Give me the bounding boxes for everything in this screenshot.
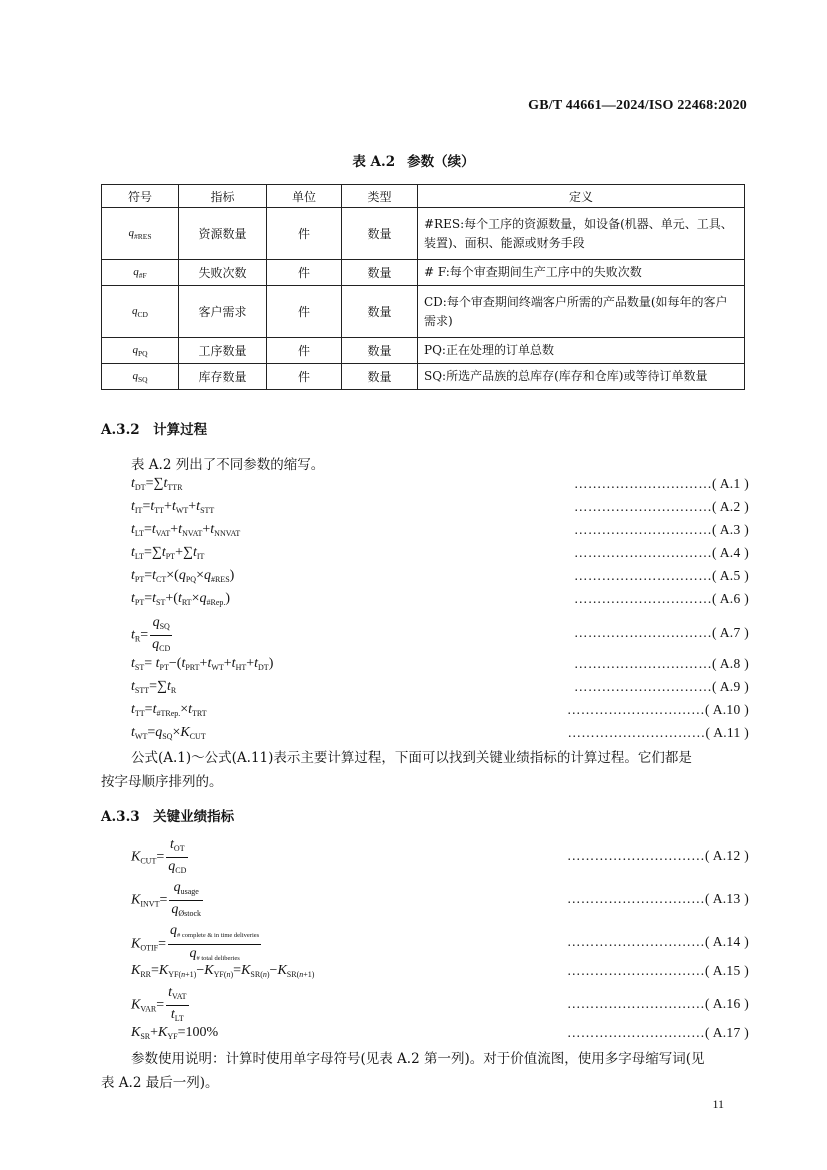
table-row (102, 338, 745, 364)
equation-a5: $t_{PT}=t_{CT}\times(q_{PQ}\times q_{\#RES})$ (131, 568, 235, 584)
equation-number: …………………………( A.12 ) (566, 848, 749, 863)
equation-a7: $t_R=$ $\frac{q_{SQ}}{q_{CD}}$ (131, 615, 171, 653)
equation-number: …………………………( A.1 ) (574, 476, 749, 491)
equation-a16: $K_{VAR}=$ $\frac{t_{VAT}}{t_{LT}}$ (131, 985, 187, 1023)
equation-number: …………………………( A.3 ) (574, 522, 749, 537)
indicator-cell: 工序数量 (179, 338, 267, 364)
type-cell: 数量 (342, 260, 418, 286)
table-title-prefix: 表 A.2 (352, 154, 396, 170)
equation-number: …………………………( A.4 ) (574, 545, 749, 560)
section-heading-a32: A.3.2 计算过程 (101, 422, 208, 438)
equation-number: …………………………( A.14 ) (566, 934, 749, 949)
table-row (102, 364, 745, 390)
equation-number: …………………………( A.5 ) (574, 568, 749, 583)
table-header-row (102, 185, 745, 208)
column-header-indicator: 指标 (179, 185, 267, 208)
table-title (0, 150, 827, 170)
equation-number: …………………………( A.10 ) (566, 702, 749, 717)
equation-a13: $K_{INVT}=$ $\frac{q_{usage}}{q_{Østock}}$ (131, 880, 202, 918)
equation-number: …………………………( A.9 ) (574, 679, 749, 694)
equation-a15: $K_{RR}=K_{YF(n+1)}-K_{YF(n)}=K_{SR(n)}-K_{SR(n+1)}$ (131, 963, 315, 979)
unit-cell: 件 (267, 364, 342, 390)
equation-a3: $t_{LT}=t_{VAT}+t_{NVAT}+t_{NNVAT}$ (131, 522, 241, 538)
usage-note-line2: 表 A.2 最后一列)。 (101, 1075, 219, 1091)
equation-number: …………………………( A.8 ) (574, 656, 749, 671)
equation-number: …………………………( A.11 ) (567, 725, 749, 740)
usage-note-line1: 参数使用说明：计算时使用单字母符号(见表 A.2 第一列)。对于价值流图，使用多字母缩写词(见 (131, 1051, 705, 1067)
page-number: 11 (712, 1097, 724, 1111)
outro-paragraph-line2: 按字母顺序排列的。 (101, 774, 223, 790)
indicator-cell: 失败次数 (179, 260, 267, 286)
equation-a9: $t_{STT}=\sum t_R$ (131, 679, 177, 695)
type-cell: 数量 (342, 364, 418, 390)
equation-a17: $K_{SR}+K_{YF}=100\%$ (131, 1025, 219, 1041)
symbol-cell: $q_{CD}$ (102, 286, 179, 338)
equation-number: …………………………( A.17 ) (566, 1025, 749, 1040)
column-header-symbol: 符号 (102, 185, 179, 208)
indicator-cell: 库存数量 (179, 364, 267, 390)
equation-a1: $t_{DT}=\sum t_{TTR}$ (131, 476, 183, 492)
column-header-unit: 单位 (267, 185, 342, 208)
equation-number: …………………………( A.13 ) (566, 891, 749, 906)
unit-cell: 件 (267, 260, 342, 286)
symbol-cell: $q_{PQ}$ (102, 338, 179, 364)
standard-code: GB/T 44661—2024/ISO 22468:2020 (528, 98, 747, 113)
unit-cell: 件 (267, 208, 342, 260)
definition-cell: PQ:正在处理的订单总数 (418, 338, 745, 364)
indicator-cell: 客户需求 (179, 286, 267, 338)
column-header-type: 类型 (342, 185, 418, 208)
intro-paragraph: 表 A.2 列出了不同参数的缩写。 (131, 457, 325, 473)
table-row (102, 260, 745, 286)
table-row (102, 286, 745, 338)
equation-number: …………………………( A.16 ) (566, 996, 749, 1011)
equation-a8: $t_{ST}= t_{PT}-(t_{PRT}+t_{WT}+t_{HT}+t_{DT})$ (131, 656, 274, 672)
column-header-definition: 定义 (418, 185, 745, 208)
type-cell: 数量 (342, 338, 418, 364)
equation-a2: $t_{IT}=t_{TT}+t_{WT}+t_{STT}$ (131, 499, 215, 515)
outro-paragraph-line1: 公式(A.1)～公式(A.11)表示主要计算过程，下面可以找到关键业绩指标的计算过程。它们都是 (131, 750, 692, 766)
indicator-cell: 资源数量 (179, 208, 267, 260)
unit-cell: 件 (267, 338, 342, 364)
symbol-cell: $q_{\#F}$ (102, 260, 179, 286)
equation-number: …………………………( A.15 ) (566, 963, 749, 978)
equation-number: …………………………( A.7 ) (574, 625, 749, 640)
equation-a4: $t_{LT}=\sum t_{PT}+\sum t_{IT}$ (131, 545, 205, 561)
equation-a12: $K_{CUT}=$ $\frac{t_{OT}}{q_{CD}}$ (131, 837, 187, 875)
equation-a11: $t_{WT}=q_{SQ}\times K_{CUT}$ (131, 725, 206, 741)
table-row (102, 208, 745, 260)
equation-a14: $K_{OTIF}=$ $\frac{q_{\# complete \& in time deliveries}}{q_{\# total deliberies}}$ (131, 923, 260, 962)
symbol-cell: $q_{\#RES}$ (102, 208, 179, 260)
equation-a6: $t_{PT}=t_{ST}+(t_{RT}\times q_{\#Rep.})$ (131, 591, 231, 607)
type-cell: 数量 (342, 286, 418, 338)
parameter-table (101, 184, 745, 390)
definition-cell: #RES:每个工序的资源数量，如设备(机器、单元、工具、装置)、面积、能源或财务手段 (418, 208, 745, 260)
equation-number: …………………………( A.6 ) (574, 591, 749, 606)
table-title-text: 参数（续） (407, 154, 475, 170)
unit-cell: 件 (267, 286, 342, 338)
equation-a10: $t_{TT}=t_{\#TRep.}\times t_{TRT}$ (131, 702, 207, 718)
section-heading-a33: A.3.3 关键业绩指标 (101, 809, 235, 825)
type-cell: 数量 (342, 208, 418, 260)
symbol-cell: $q_{SQ}$ (102, 364, 179, 390)
definition-cell: SQ:所选产品族的总库存(库存和仓库)或等待订单数量 (418, 364, 745, 390)
equation-number: …………………………( A.2 ) (574, 499, 749, 514)
definition-cell: CD:每个审查期间终端客户所需的产品数量(如每年的客户需求) (418, 286, 745, 338)
definition-cell: # F:每个审查期间生产工序中的失败次数 (418, 260, 745, 286)
